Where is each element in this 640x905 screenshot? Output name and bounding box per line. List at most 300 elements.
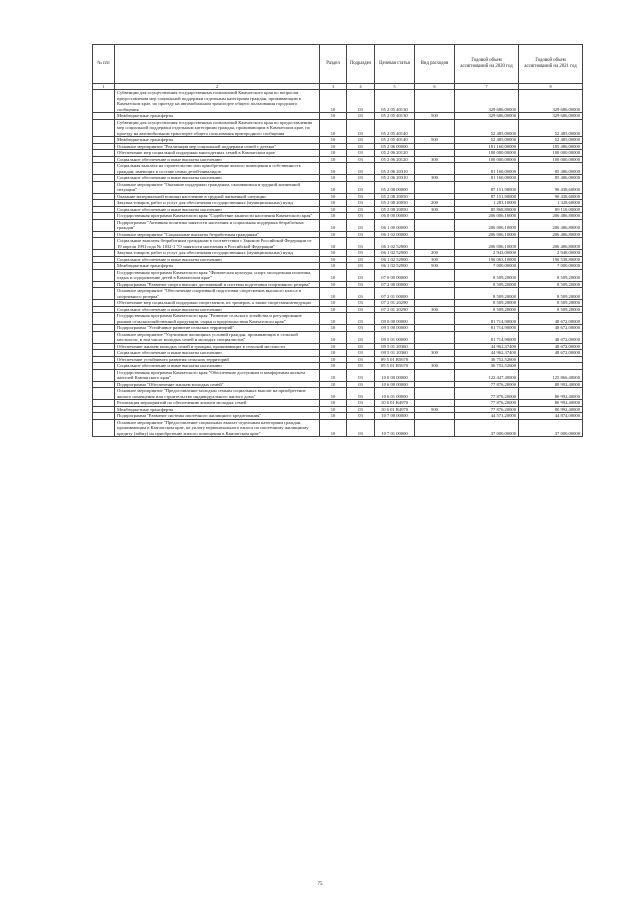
cell-2021: 206 486,80000	[519, 231, 583, 238]
cell-2020: 44 962,37400	[455, 343, 519, 350]
cell-name: Государственная программа Камчатского края "Обеспечение доступным и комфортным жильем жителей Камчатского края"	[115, 369, 320, 381]
cell-subsection: 03	[347, 306, 375, 313]
cell-no	[93, 90, 115, 113]
cell-2021: 90 438,60000	[519, 193, 583, 200]
cell-2021: 206 486,80000	[519, 213, 583, 220]
cell-2021: 8 509,20000	[519, 300, 583, 307]
cell-2021: 8 509,20000	[519, 281, 583, 288]
cell-name: Основное мероприятие "Обеспечение спортивной подготовки спортсменов высокого класса и спортивного резерва"	[115, 288, 320, 300]
cell-target: 09 5 01 20360	[375, 343, 415, 350]
cell-name: Социальное обеспечение и иные выплаты населению	[115, 206, 320, 213]
cell-name: Подпрограмма "Устойчивое развитие сельских территорий"	[115, 325, 320, 332]
cell-section: 10	[320, 90, 347, 113]
cell-no	[93, 119, 115, 137]
cell-type	[415, 238, 455, 250]
table-header-row	[93, 45, 583, 84]
cell-no	[93, 163, 115, 175]
cell-section: 10	[320, 256, 347, 263]
cell-2020: 77 876,20000	[455, 381, 519, 388]
cell-target: 06 1 02 52900	[375, 238, 415, 250]
cell-subsection: 03	[347, 213, 375, 220]
cell-subsection: 03	[347, 343, 375, 350]
cell-section: 10	[320, 363, 347, 370]
header-2021: Годовой объем ассигнований на 2021 год	[519, 45, 583, 84]
cell-2021: 90 438,60000	[519, 181, 583, 193]
cell-no	[93, 238, 115, 250]
cell-2020: 329 686,00000	[455, 90, 519, 113]
column-number: 2	[115, 84, 320, 90]
cell-subsection: 03	[347, 231, 375, 238]
cell-2020: 81 714,90000	[455, 331, 519, 343]
cell-2020: 206 006,10000	[455, 213, 519, 220]
cell-subsection: 03	[347, 150, 375, 157]
cell-2021: 125 866,40000	[519, 369, 583, 381]
column-number: 5	[375, 84, 415, 90]
cell-2021: 100 000,00000	[519, 150, 583, 157]
cell-type: 300	[415, 206, 455, 213]
cell-subsection: 03	[347, 206, 375, 213]
header-target: Целевая статья	[375, 45, 415, 84]
column-number: 6	[415, 84, 455, 90]
cell-subsection: 03	[347, 113, 375, 120]
cell-name: Обеспечение мер социальной поддержки спортсменов, их тренеров, а также спортсменов-ведущих	[115, 300, 320, 307]
cell-target: 05 2 06 00000	[375, 143, 415, 150]
cell-target: 07 2 01 00000	[375, 288, 415, 300]
cell-target: 09 0 00 00000	[375, 313, 415, 325]
cell-subsection: 03	[347, 238, 375, 250]
page-number: 75	[317, 882, 323, 887]
cell-name: Основное мероприятие "Предоставление социальных выплат отдельным категориям граждан, проживающим в Камчатском крае, на уплату первоначального взноса по ипотечному жилищному кредиту (займу) на приобретение жилого помещения в Камчатском крае"	[115, 419, 320, 437]
cell-2020: 2 943,00000	[455, 250, 519, 257]
cell-2021: 185 486,00000	[519, 143, 583, 150]
table-row	[93, 369, 583, 381]
cell-section: 10	[320, 343, 347, 350]
cell-type: 300	[415, 350, 455, 357]
cell-2020: 1 283,10000	[455, 200, 519, 207]
header-type: Вид расходов	[415, 45, 455, 84]
cell-2020: 44 962,37400	[455, 350, 519, 357]
header-name	[115, 45, 320, 84]
cell-no	[93, 331, 115, 343]
table-row	[93, 331, 583, 343]
cell-2021: 1 328,60000	[519, 200, 583, 207]
cell-2020: 196 063,10000	[455, 256, 519, 263]
cell-section: 10	[320, 381, 347, 388]
cell-section: 10	[320, 369, 347, 381]
cell-2021: 48 672,00000	[519, 313, 583, 325]
cell-2021: 80 992,40000	[519, 381, 583, 388]
cell-2020: 36 752,52600	[455, 363, 519, 370]
cell-2021: 37 000,00000	[519, 419, 583, 437]
table-row	[93, 238, 583, 250]
cell-target: 05 2 05 40130	[375, 113, 415, 120]
cell-2021: 44 874,00000	[519, 413, 583, 420]
cell-name: Социальное обеспечение и иные выплаты населению	[115, 306, 320, 313]
cell-subsection: 03	[347, 119, 375, 137]
column-number: 4	[347, 84, 375, 90]
cell-2021: 206 486,80000	[519, 238, 583, 250]
cell-name: Государственная программа Камчатского края "Физическая культура, спорт, молодежная политика, отдых и оздоровление детей в Камчатском крае"	[115, 269, 320, 281]
cell-subsection: 03	[347, 269, 375, 281]
cell-name: Субвенции для осуществления государственных полномочий Камчатского края по предоставлению мер социальной поддержки отдельным категориям граждан, проживающим в Камчатском крае, по проезду на автомобильном транспорте общего пользования пригородного сообщения	[115, 119, 320, 137]
cell-2020: 87 151,90000	[455, 181, 519, 193]
budget-table-sheet	[92, 44, 582, 437]
cell-target: 06 0 00 00000	[375, 213, 415, 220]
cell-name: Закупка товаров, работ и услуг для обеспечения государственных (муниципальных) нужд	[115, 200, 320, 207]
cell-target: 10 7 01 00000	[375, 419, 415, 437]
cell-2020: 8 509,20000	[455, 281, 519, 288]
table-body	[93, 90, 583, 437]
cell-section: 10	[320, 231, 347, 238]
cell-2021: 85 486,00000	[519, 163, 583, 175]
cell-type: 300	[415, 363, 455, 370]
cell-name: Социальное обеспечение и иные выплаты населению	[115, 363, 320, 370]
cell-section: 10	[320, 113, 347, 120]
cell-section: 10	[320, 288, 347, 300]
cell-target: 05 2 05 40140	[375, 137, 415, 144]
table-row	[93, 313, 583, 325]
cell-2020: 85 868,80000	[455, 206, 519, 213]
cell-no	[93, 269, 115, 281]
cell-no	[93, 219, 115, 231]
header-no: № п/п	[93, 45, 115, 84]
cell-2020: 7 000,00000	[455, 263, 519, 270]
cell-2021: 89 110,00000	[519, 206, 583, 213]
cell-subsection: 03	[347, 263, 375, 270]
cell-2020: 329 686,00000	[455, 113, 519, 120]
cell-2020: 206 006,10000	[455, 219, 519, 231]
cell-subsection: 03	[347, 300, 375, 307]
cell-type: 200	[415, 200, 455, 207]
cell-2021: 48 672,00000	[519, 343, 583, 350]
cell-2020: 8 509,20000	[455, 269, 519, 281]
cell-subsection: 03	[347, 325, 375, 332]
cell-name: Основное мероприятие "Социальные выплаты безработным гражданам"	[115, 231, 320, 238]
cell-2020: 36 752,52600	[455, 356, 519, 363]
cell-target: 06 1 02 52900	[375, 250, 415, 257]
cell-target: 09 5 00 00000	[375, 325, 415, 332]
cell-section: 10	[320, 419, 347, 437]
cell-2020: 100 000,00000	[455, 150, 519, 157]
cell-target: 06 1 02 52900	[375, 256, 415, 263]
cell-section: 10	[320, 388, 347, 400]
cell-2020: 122 447,40000	[455, 369, 519, 381]
cell-subsection: 03	[347, 313, 375, 325]
cell-type	[415, 288, 455, 300]
cell-target: 07 2 01 20290	[375, 300, 415, 307]
cell-no	[93, 181, 115, 193]
cell-target: 07 0 00 00000	[375, 269, 415, 281]
cell-subsection: 03	[347, 388, 375, 400]
cell-section: 10	[320, 400, 347, 407]
cell-name: Основное мероприятие "Предоставление молодым семьям социальных выплат на приобретение жилого помещения или строительство индивидуального жилого дома"	[115, 388, 320, 400]
header-2020: Годовой объем ассигнований на 2020 год	[455, 45, 519, 84]
table-row	[93, 163, 583, 175]
cell-2021: 52 485,00000	[519, 137, 583, 144]
cell-subsection: 03	[347, 288, 375, 300]
cell-section: 10	[320, 325, 347, 332]
cell-type: 500	[415, 263, 455, 270]
cell-2021: 48 672,00000	[519, 350, 583, 357]
cell-no	[93, 369, 115, 381]
cell-subsection: 03	[347, 156, 375, 163]
cell-type	[415, 219, 455, 231]
cell-subsection: 03	[347, 175, 375, 182]
cell-subsection: 03	[347, 331, 375, 343]
cell-2020: 206 006,10000	[455, 238, 519, 250]
cell-section: 10	[320, 156, 347, 163]
cell-type	[415, 119, 455, 137]
cell-2020: 8 509,20000	[455, 288, 519, 300]
cell-no	[93, 288, 115, 300]
cell-name: Оказание материальной помощи населению в трудной жизненной ситуации	[115, 193, 320, 200]
cell-type	[415, 313, 455, 325]
cell-name: Социальное обеспечение и иные выплаты населению	[115, 350, 320, 357]
cell-section: 10	[320, 269, 347, 281]
cell-subsection: 03	[347, 163, 375, 175]
cell-section: 10	[320, 163, 347, 175]
cell-name: Подпрограмма "Развитие спорта высших достижений и системы подготовки спортивного резерва"	[115, 281, 320, 288]
cell-target: 05 2 06 20120	[375, 156, 415, 163]
cell-target: 05 2 08 00000	[375, 181, 415, 193]
cell-target: 10 7 00 00000	[375, 413, 415, 420]
cell-type: 300	[415, 306, 455, 313]
cell-name: Государственная программа Камчатского края "Содействие занятости населения Камчатского края"	[115, 213, 320, 220]
cell-target: 09 5 01 R5670	[375, 363, 415, 370]
cell-2020: 181 160,00000	[455, 143, 519, 150]
cell-2020: 81 160,00000	[455, 163, 519, 175]
cell-section: 10	[320, 213, 347, 220]
cell-name: Подпрограмма "Развитие системы ипотечного жилищного кредитования"	[115, 413, 320, 420]
cell-target: 05 2 05 40140	[375, 119, 415, 137]
cell-section: 10	[320, 313, 347, 325]
cell-2020: 81 160,00000	[455, 175, 519, 182]
cell-section: 10	[320, 193, 347, 200]
cell-2021: 52 485,00000	[519, 119, 583, 137]
cell-2020: 206 006,10000	[455, 231, 519, 238]
table-row	[93, 181, 583, 193]
table-row	[93, 388, 583, 400]
cell-target: 07 2 00 00000	[375, 281, 415, 288]
cell-name: Реализация мероприятий по обеспечению жильем молодых семей	[115, 400, 320, 407]
cell-name: Межбюджетные трансферты	[115, 263, 320, 270]
cell-name: Социальное обеспечение и иные выплаты населению	[115, 256, 320, 263]
cell-type: 500	[415, 137, 455, 144]
cell-section: 10	[320, 350, 347, 357]
cell-2021: 329 686,00000	[519, 90, 583, 113]
cell-2020: 87 151,90000	[455, 193, 519, 200]
cell-target: 05 2 06 20120	[375, 150, 415, 157]
cell-subsection: 03	[347, 356, 375, 363]
cell-section: 10	[320, 119, 347, 137]
cell-section: 10	[320, 413, 347, 420]
cell-target: 05 2 08 20050	[375, 193, 415, 200]
cell-subsection: 03	[347, 193, 375, 200]
cell-section: 10	[320, 175, 347, 182]
cell-2021: 80 992,40000	[519, 400, 583, 407]
cell-name: Социальное обеспечение и иные выплаты населению	[115, 175, 320, 182]
cell-name: Основное мероприятие "Оказание поддержки гражданам, оказавшимся в трудной жизненной ситуации"	[115, 181, 320, 193]
cell-target: 05 2 05 40130	[375, 90, 415, 113]
cell-type	[415, 269, 455, 281]
cell-subsection: 03	[347, 250, 375, 257]
cell-name: Межбюджетные трансферты	[115, 113, 320, 120]
cell-name: Межбюджетные трансферты	[115, 137, 320, 144]
cell-no	[93, 388, 115, 400]
cell-target: 10 0 00 00000	[375, 369, 415, 381]
cell-2020: 77 876,20000	[455, 406, 519, 413]
cell-subsection: 03	[347, 400, 375, 407]
cell-2020: 8 509,20000	[455, 306, 519, 313]
cell-type	[415, 331, 455, 343]
table-row	[93, 119, 583, 137]
cell-target: 05 2 06 20310	[375, 175, 415, 182]
cell-2020: 81 714,90000	[455, 313, 519, 325]
cell-subsection: 03	[347, 363, 375, 370]
cell-type: 300	[415, 256, 455, 263]
cell-name: Субвенции для осуществления государственных полномочий Камчатского края по вопросам предоставления мер социальной поддержки отдельным категориям граждан, проживающим в Камчатском крае, по проезду на автомобильном транспорте общего пользования городского сообщения	[115, 90, 320, 113]
cell-type	[415, 369, 455, 381]
cell-subsection: 03	[347, 406, 375, 413]
table-row	[93, 219, 583, 231]
cell-name: Обеспечение жильем молодых семей и граждан, проживающих в сельской местности	[115, 343, 320, 350]
cell-target: 10 6 01 R4970	[375, 400, 415, 407]
cell-name: Социальная выплата на строительство или приобретение жилого помещения в собственность граждан, имеющих в составе семьи детей-инвалидов	[115, 163, 320, 175]
cell-type	[415, 419, 455, 437]
cell-section: 10	[320, 356, 347, 363]
cell-2020: 52 485,00000	[455, 137, 519, 144]
cell-section: 10	[320, 181, 347, 193]
cell-subsection: 03	[347, 200, 375, 207]
cell-type: 300	[415, 156, 455, 163]
cell-2021: 8 509,20000	[519, 306, 583, 313]
cell-name: Основное мероприятие "Улучшение жилищных условий граждан, проживающих в сельской местности, в том числе молодых семей и молодых специалистов"	[115, 331, 320, 343]
cell-2021: 80 992,40000	[519, 388, 583, 400]
cell-target: 10 6 00 00000	[375, 381, 415, 388]
cell-2021: 2 948,00000	[519, 250, 583, 257]
cell-type: 500	[415, 113, 455, 120]
cell-target: 10 6 01 R4970	[375, 406, 415, 413]
cell-subsection: 03	[347, 413, 375, 420]
cell-type	[415, 388, 455, 400]
cell-subsection: 03	[347, 419, 375, 437]
cell-section: 10	[320, 219, 347, 231]
cell-2020: 100 000,00000	[455, 156, 519, 163]
cell-type: 300	[415, 175, 455, 182]
cell-name: Подпрограмма "Активная политика занятости населения и социальная поддержка безработных граждан"	[115, 219, 320, 231]
cell-2020: 44 571,20000	[455, 413, 519, 420]
column-number: 3	[320, 84, 347, 90]
cell-target: 05 2 08 20050	[375, 200, 415, 207]
cell-2020: 77 876,20000	[455, 388, 519, 400]
column-number: 1	[93, 84, 115, 90]
cell-2021: 48 672,00000	[519, 325, 583, 332]
cell-2020: 77 876,20000	[455, 400, 519, 407]
cell-target: 09 5 01 R5670	[375, 356, 415, 363]
cell-name: Обеспечение устойчивого развития сельских территорий	[115, 356, 320, 363]
cell-2021: 8 509,20000	[519, 269, 583, 281]
budget-table	[92, 44, 583, 437]
cell-section: 10	[320, 143, 347, 150]
cell-name: Обеспечение мер социальной поддержки многодетных семей в Камчатском крае	[115, 150, 320, 157]
column-number: 7	[455, 84, 519, 90]
cell-2021: 206 486,80000	[519, 219, 583, 231]
cell-subsection: 03	[347, 137, 375, 144]
cell-name: Социальное обеспечение и иные выплаты населению	[115, 156, 320, 163]
cell-subsection: 03	[347, 219, 375, 231]
cell-type	[415, 163, 455, 175]
cell-2021: 48 672,00000	[519, 331, 583, 343]
cell-subsection: 03	[347, 181, 375, 193]
cell-name: Государственная программа Камчатского края "Развитие сельского хозяйства и регулирование рынков сельскохозяйственной продукции, сырья и продовольствия Камчатского края"	[115, 313, 320, 325]
table-row	[93, 419, 583, 437]
cell-section: 10	[320, 331, 347, 343]
cell-2021: 85 486,00000	[519, 175, 583, 182]
table-row	[93, 288, 583, 300]
cell-section: 10	[320, 281, 347, 288]
cell-section: 10	[320, 200, 347, 207]
column-number: 8	[519, 84, 583, 90]
cell-subsection: 03	[347, 256, 375, 263]
cell-section: 10	[320, 300, 347, 307]
cell-section: 10	[320, 150, 347, 157]
cell-section: 10	[320, 238, 347, 250]
cell-target: 10 6 01 00000	[375, 388, 415, 400]
cell-target: 09 5 01 20360	[375, 350, 415, 357]
cell-2021: 7 000,00000	[519, 263, 583, 270]
cell-section: 10	[320, 263, 347, 270]
header-section: Раздел	[320, 45, 347, 84]
cell-no	[93, 313, 115, 325]
cell-subsection: 03	[347, 369, 375, 381]
cell-type: 200	[415, 250, 455, 257]
cell-name: Социальные выплаты безработным гражданам в соответствии с Законом Российской Федерации от 19 апреля 1991 года № 1032-1 "О занятости населения в Российской Федерации"	[115, 238, 320, 250]
cell-name: Закупка товаров, работ и услуг для обеспечения государственных (муниципальных) нужд	[115, 250, 320, 257]
cell-section: 10	[320, 306, 347, 313]
cell-subsection: 03	[347, 143, 375, 150]
cell-subsection: 03	[347, 90, 375, 113]
cell-section: 10	[320, 406, 347, 413]
cell-2020: 37 000,00000	[455, 419, 519, 437]
cell-target: 06 1 00 00000	[375, 219, 415, 231]
cell-name: Межбюджетные трансферты	[115, 406, 320, 413]
cell-type: 500	[415, 406, 455, 413]
cell-2021: 196 538,80000	[519, 256, 583, 263]
table-row	[93, 90, 583, 113]
header-subsection: Подраздел	[347, 45, 375, 84]
cell-section: 10	[320, 250, 347, 257]
cell-2021: 8 509,20000	[519, 288, 583, 300]
cell-2020: 81 714,90000	[455, 325, 519, 332]
cell-name: Основное мероприятие "Реализация мер социальной поддержки семей с детьми"	[115, 143, 320, 150]
cell-target: 07 2 01 20290	[375, 306, 415, 313]
cell-target: 06 1 02 52900	[375, 263, 415, 270]
cell-target: 09 5 01 00000	[375, 331, 415, 343]
cell-name: Подпрограмма "Обеспечение жильем молодых семей"	[115, 381, 320, 388]
cell-target: 05 2 06 20310	[375, 163, 415, 175]
cell-2021: 100 000,00000	[519, 156, 583, 163]
table-row	[93, 269, 583, 281]
cell-subsection: 03	[347, 281, 375, 288]
cell-target: 05 2 08 20050	[375, 206, 415, 213]
cell-section: 10	[320, 206, 347, 213]
cell-no	[93, 419, 115, 437]
cell-subsection: 03	[347, 381, 375, 388]
cell-type	[415, 181, 455, 193]
cell-subsection: 03	[347, 350, 375, 357]
cell-section: 10	[320, 137, 347, 144]
cell-type	[415, 90, 455, 113]
